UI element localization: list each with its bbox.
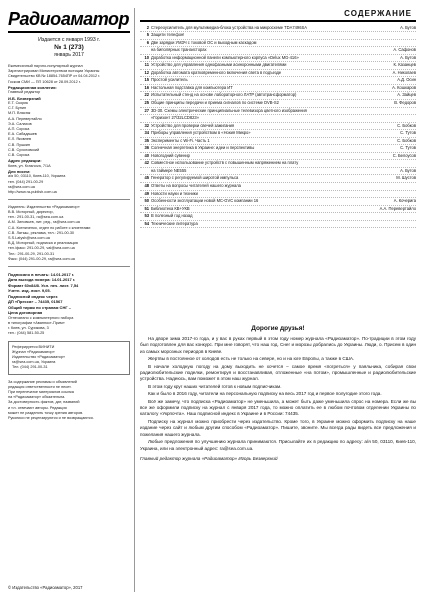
info-line: Тел.: 291-00-29, 291-00-31 bbox=[8, 251, 55, 256]
info-line: Э.А. Салахов bbox=[8, 121, 32, 126]
editorial-paragraph: Как и было в 2016 году, читатели на персональную подписку на весь 2017 год и первое полугодие этого года. bbox=[148, 391, 382, 397]
toc-page-number: 27 bbox=[144, 107, 149, 113]
divider bbox=[8, 199, 130, 200]
toc-entry[interactable] bbox=[140, 100, 416, 108]
toc-author: С. Бобков bbox=[397, 137, 416, 143]
toc-page-number: 2 bbox=[146, 24, 149, 30]
toc-article-title: Защити телефон! bbox=[151, 32, 185, 38]
toc-article-title: Новогодний сувенир bbox=[151, 152, 190, 158]
editorial-heading: Дорогие друзья! bbox=[251, 325, 305, 332]
toc-column bbox=[140, 8, 416, 228]
toc-author bbox=[414, 108, 416, 115]
info-line: Е.Т. Скорик bbox=[8, 101, 29, 106]
info-line: Киев, ул. Krasnova, 7/1A bbox=[8, 163, 51, 168]
toc-page-number: 11 bbox=[144, 62, 149, 68]
toc-article-title: Доработка автомата кратковременного включения света в подъезде bbox=[151, 69, 282, 75]
toc-page-number: 12 bbox=[144, 69, 149, 75]
info-line: ДП «Пресса» – 74435, 01567 bbox=[8, 299, 63, 305]
editorial-paragraph: Жертвы в постоянное от холодов есть не только на севере, но и на юге Европы, а также в США. bbox=[148, 356, 355, 362]
toc-page-number: 54 bbox=[144, 220, 149, 226]
info-line: ra@sea.com.ua bbox=[8, 184, 35, 189]
info-line: Рукописи не рецензируются и не возвращаются. bbox=[8, 415, 94, 420]
info-line: тел. (044) 291-00-29 bbox=[8, 179, 44, 184]
info-line: Главный редактор bbox=[8, 90, 41, 95]
info-line: Госком СМИ — ПП 10628 от 28.09.2012 г. bbox=[8, 79, 81, 84]
toc-author bbox=[414, 160, 416, 167]
info-line: а/я 50, 03110, Киев-110, Украина bbox=[8, 174, 66, 179]
toc-author: А. Зайцев bbox=[397, 92, 416, 98]
info-line: Ежемесячный научно-популярный журнал bbox=[8, 64, 83, 68]
toc-entry[interactable] bbox=[140, 108, 416, 116]
toc-author: С. Тутов bbox=[400, 130, 416, 136]
copyright-line: © Издательство «Радиоаматор», 2017 bbox=[8, 585, 83, 590]
toc-author bbox=[414, 191, 416, 198]
info-line: Общий тираж по странам СНГ – bbox=[8, 304, 71, 310]
editorial-paragraph: В начале холодную погоду на дому выходить не хочется – самое время «погреться» у паяльника, собирая свои радиолюбительские поделки, ремонтируя и восстанавливая, отложенные «на потом», промышленные и радиолюбительские устройства. Надеюсь, вам поможет в этом наш журнал. bbox=[140, 363, 416, 382]
info-line: Дата выхода номера: 14.01.2017 г. bbox=[8, 277, 76, 283]
toc-entry[interactable] bbox=[140, 25, 416, 33]
toc-list bbox=[140, 25, 416, 229]
toc-entry[interactable] bbox=[140, 168, 416, 176]
toc-author bbox=[414, 40, 416, 47]
info-line: С.Г. Бунин bbox=[8, 106, 27, 111]
info-line: http://www.ra-publish.com.ua bbox=[8, 190, 57, 195]
toc-entry[interactable] bbox=[140, 130, 416, 138]
logo-rule bbox=[8, 31, 130, 33]
toc-page-number: 25 bbox=[144, 99, 149, 105]
info-line: Подписано в печать: 14.01.2017 г. bbox=[8, 271, 75, 277]
toc-entry[interactable] bbox=[140, 198, 416, 206]
toc-author: К. Казанцев bbox=[393, 62, 416, 68]
toc-page-number bbox=[140, 47, 151, 54]
info-line: Журнал «Радиоаматор» bbox=[12, 349, 55, 354]
toc-author: С. Бобков bbox=[397, 122, 416, 128]
info-line: Зарегистрирован Министерством юстиции Украины bbox=[8, 69, 100, 74]
editorial-paragraph: В этом году круг наших читателей готов к новым подписчикам. bbox=[148, 383, 282, 389]
toc-page-number: 15 bbox=[144, 77, 149, 83]
toc-entry[interactable] bbox=[140, 77, 416, 85]
toc-article-title: Особенности эксплуатации новой MC-GVC компании 16 bbox=[151, 198, 259, 204]
info-line: За содержание рекламы и объявлений bbox=[8, 379, 77, 384]
toc-rule bbox=[140, 20, 416, 22]
info-line: Учетн. изд. лист. 9,05. bbox=[8, 288, 51, 294]
toc-entry[interactable] bbox=[140, 213, 416, 221]
info-line: Тел. (044) 291-00-31 bbox=[12, 365, 48, 370]
toc-entry[interactable] bbox=[140, 47, 416, 55]
editorial-letter bbox=[140, 325, 416, 462]
toc-article-title: «Горизонт 27/32LCD823» bbox=[151, 115, 199, 121]
magazine-logo: Радиоаматор bbox=[8, 9, 129, 29]
toc-article-title: Простой усилитель bbox=[151, 77, 188, 83]
toc-article-title: Настольная подставка для компьютера ИТ bbox=[151, 84, 233, 90]
toc-entry[interactable] bbox=[140, 191, 416, 199]
toc-page-number: 40 bbox=[144, 152, 149, 158]
info-line: Свидетельство КВ № 18854-7654ПР от 04.04.2012 г. bbox=[8, 74, 101, 79]
info-line: С.В. Сорока bbox=[8, 153, 30, 158]
toc-article-title: Генератор с регулируемой широтой импульса bbox=[151, 175, 239, 181]
toc-page-number: 48 bbox=[144, 182, 149, 188]
info-line: г. Киев, ул. Сурикова, 3 bbox=[8, 326, 49, 331]
toc-article-title: Солнечная энергетика в Украине: идеи и перспективы bbox=[151, 145, 255, 151]
toc-author: А. Кочерига bbox=[393, 198, 416, 204]
publisher-info bbox=[8, 205, 130, 262]
toc-entry[interactable] bbox=[140, 221, 416, 229]
info-line: Адрес редакции: bbox=[8, 158, 42, 164]
toc-article-title: Технические литература bbox=[151, 220, 198, 226]
toc-author: С. Тутов bbox=[400, 145, 416, 151]
toc-article-title: Новости науки и техники bbox=[151, 190, 198, 196]
info-line: В.В. Моторный, директор, bbox=[8, 210, 54, 215]
info-line: Реферируется ВИНИТИ bbox=[12, 344, 55, 349]
issue-month: январь 2017 bbox=[54, 52, 84, 58]
toc-author: С. Белоусов bbox=[392, 152, 416, 158]
toc-article-title: В полезный год назад bbox=[151, 213, 193, 219]
toc-article-title: Доработка информационной панели компьютерного корпуса «Delux MG-416» bbox=[151, 54, 299, 60]
info-line: Для писем: bbox=[8, 168, 31, 174]
toc-page-number: 49 bbox=[144, 190, 149, 196]
info-line: в типографии «Аванпост-Прим» bbox=[8, 320, 65, 325]
toc-author: А. Бутов bbox=[400, 24, 416, 30]
info-line: тел./факс: 291-00-29, val@sea.com.ua bbox=[8, 246, 75, 251]
toc-page-number bbox=[140, 115, 151, 122]
toc-article-title: Библиотека КВ+УКВ bbox=[151, 205, 190, 211]
toc-page-number: 6 bbox=[146, 39, 149, 45]
toc-entry[interactable] bbox=[140, 92, 416, 100]
toc-entry[interactable] bbox=[140, 115, 416, 123]
toc-entry[interactable] bbox=[140, 153, 416, 161]
editorial-paragraph: Подписку на журнал можно приобрести через издательство. Кроме того, в Украине можно оформить подписку на наше издание через сайт и любым другим способом «Радиоаматор». Пишите, звоните. Мы всегда рады видеть все предложения и пожелания нашего журнала. bbox=[140, 418, 416, 437]
toc-entry[interactable] bbox=[140, 183, 416, 191]
toc-author: А. Кошкаров bbox=[392, 84, 416, 90]
issue-number: № 1 (273) bbox=[54, 44, 84, 51]
toc-article-title: 3D-30. Схемы электрические принципиальные телевизора цветного изображения bbox=[151, 107, 307, 113]
toc-page-number: 34 bbox=[144, 130, 149, 136]
toc-article-title: на таймере NE555 bbox=[151, 167, 187, 173]
editorial-paragraph: Всё же замечу, что подписка «Радиоаматор» не уменьшила, а может быть даже уменьшила спрос на номера. Если же вы все же оформили подписку на журнал с января 2017 года, то можно оплатить ее в любом почтовом отделении Украины по каталогу «Укрпочта». Наш подписной индекс в Украине и в России: 74435. bbox=[140, 398, 416, 417]
info-line: S.S.Latysh@sea.com.ua bbox=[8, 236, 50, 241]
column-divider bbox=[134, 8, 135, 592]
info-line: Факс: (044) 291-00-29, ra@sea.com.ua bbox=[8, 256, 75, 261]
editorial-signature: Главный редактор журнала «Радиоаматор» Игорь Безверхний bbox=[140, 455, 278, 461]
toc-entry[interactable] bbox=[140, 123, 416, 131]
info-line: С.А. Ксениченко, отдел по работе с клиентами bbox=[8, 225, 91, 230]
toc-article-title: Эксперименты с Wi-Fi. Часть 1 bbox=[151, 137, 210, 143]
toc-entry[interactable] bbox=[140, 70, 416, 78]
toc-entry[interactable] bbox=[140, 145, 416, 153]
info-line: и т.п. отвечают авторы. Редакция bbox=[8, 405, 67, 410]
toc-entry[interactable] bbox=[140, 40, 416, 48]
issue-meta bbox=[8, 37, 130, 59]
toc-page-number: 53 bbox=[144, 213, 149, 219]
toc-page-number: 22 bbox=[144, 92, 149, 98]
info-line: Издатель: Издательство «Радиоаматор» bbox=[8, 204, 80, 209]
toc-page-number: 36 bbox=[144, 145, 149, 151]
info-line: И.Б. Безверхний bbox=[8, 95, 41, 101]
toc-author: А. Бутов bbox=[400, 167, 416, 173]
toc-author: М. Шустов bbox=[396, 175, 416, 181]
info-line: Е.Л. Яковлев bbox=[8, 137, 32, 142]
info-line: А.А. Перевертайло bbox=[8, 116, 42, 121]
info-line: За достоверность фактов, дат, названий bbox=[8, 400, 80, 405]
editorial-paragraph: На дворе зима 2017-го года, и у вас в руках первый в этом году номер журнала «Радиоаматор». По-традиции в этом году был подготовлен для вас конкурс. При мне говорят, что наш год. Снег и морозы добрались до Украины. Люди, о. Присем в один из самых морозных периодов в Киеве. bbox=[140, 336, 416, 354]
toc-page-number: 45 bbox=[144, 175, 149, 181]
info-line: При перепечатке материалов ссылка bbox=[8, 389, 74, 394]
toc-article-title: Устройство для управления однофазными асинхронными двигателями bbox=[151, 62, 287, 68]
info-line: С.В. Пушкин bbox=[8, 142, 30, 147]
legal-notice bbox=[8, 380, 130, 422]
info-line: М.П. Власюк bbox=[8, 111, 31, 116]
toc-article-title: Стереоусилитель для мультимедиа-блока устройства на микросхеме TDA7496SA bbox=[151, 24, 307, 30]
toc-author: А. Бутов bbox=[400, 54, 416, 60]
toc-title: СОДЕРЖАНИЕ bbox=[344, 9, 412, 18]
info-line: редакция ответственности не несет. bbox=[8, 384, 72, 389]
toc-author bbox=[414, 183, 416, 190]
info-line: тел.: (044) 581-50-25 bbox=[8, 331, 45, 336]
toc-article-title: Ответы на вопросы читателей нашего журнала bbox=[151, 182, 241, 188]
info-line: тел.: 291-00-31, ra@sea.com.ua bbox=[8, 215, 64, 220]
editorial-body bbox=[140, 336, 416, 438]
toc-article-title: Испытательный стенд на основе лабораторного ЛАТР (автотрансформатор) bbox=[151, 92, 297, 98]
toc-article-title: на биполярных транзисторах bbox=[151, 47, 207, 53]
toc-entry[interactable] bbox=[140, 55, 416, 63]
toc-entry[interactable] bbox=[140, 85, 416, 93]
toc-page-number: 16 bbox=[144, 84, 149, 90]
toc-page-number: 5 bbox=[146, 32, 149, 38]
toc-entry[interactable] bbox=[140, 206, 416, 214]
divider bbox=[8, 266, 130, 267]
info-line: Редакционная коллегия: bbox=[8, 84, 57, 90]
toc-page-number: 51 bbox=[144, 205, 149, 211]
toc-author bbox=[414, 213, 416, 220]
toc-article-title: Две зарядки УМЗЧ с токовой ОС и выходным каскадом bbox=[151, 39, 257, 45]
info-line: Формат 60x84/8. Усл. печ. лист. 7,54 bbox=[8, 282, 79, 288]
toc-article-title: Общие принципы передачи и приема сигналов по системе DVB-S2 bbox=[151, 99, 279, 105]
info-line: Подписной индекс через bbox=[8, 293, 58, 299]
toc-page-number: 35 bbox=[144, 137, 149, 143]
toc-article-title: Устройство для проверки свечей зажигания bbox=[151, 122, 235, 128]
info-line: С.В. Сухоловский bbox=[8, 147, 40, 152]
info-line: Отпечатано с компьютерного набора bbox=[8, 315, 74, 320]
print-info bbox=[8, 272, 130, 337]
toc-article-title: Совместное использование устройств с повышенным напряжением на плату bbox=[151, 160, 299, 166]
toc-author bbox=[414, 115, 416, 122]
editorial-board bbox=[8, 64, 130, 195]
since-line: Издается с января 1993 г. bbox=[38, 37, 100, 43]
toc-entry[interactable] bbox=[140, 175, 416, 183]
toc-entry[interactable] bbox=[140, 32, 416, 40]
info-line: А.П. Сорока bbox=[8, 127, 30, 132]
toc-page-number bbox=[140, 168, 151, 175]
info-line: Е.А. Сабадашев bbox=[8, 132, 37, 137]
toc-author: А.Д. Осин bbox=[397, 77, 416, 83]
info-line: ra@sea.com.ua, Украина bbox=[12, 360, 56, 365]
toc-article-title: Приборы управления устройством в «Нокия Микро» bbox=[151, 130, 251, 136]
info-line: С.В. Латыш, реклама, тел.: 291-00-30 bbox=[8, 230, 75, 235]
toc-author: А.А. Перевертайло bbox=[379, 205, 416, 211]
toc-author: А. Николаев bbox=[392, 69, 416, 75]
toc-entry[interactable] bbox=[140, 138, 416, 146]
info-line: А.М. Зиновьев, лит. ред., ra@sea.com.ua bbox=[8, 220, 80, 225]
info-line: может не разделять точку зрения авторов. bbox=[8, 410, 84, 415]
toc-page-number: 32 bbox=[144, 122, 149, 128]
info-line: Цена договорная bbox=[8, 310, 43, 316]
toc-entry[interactable] bbox=[140, 62, 416, 70]
masthead-column bbox=[8, 8, 130, 592]
info-line: В.Д. Моторный, подписка и реализация bbox=[8, 241, 78, 246]
toc-page-number: 10 bbox=[144, 54, 149, 60]
toc-page-number: 42 bbox=[144, 160, 149, 166]
info-line: Издательство «Радиоаматор» bbox=[12, 354, 66, 359]
toc-entry[interactable] bbox=[140, 160, 416, 168]
toc-page-number: 50 bbox=[144, 198, 149, 204]
toc-author bbox=[414, 32, 416, 39]
toc-author bbox=[414, 221, 416, 228]
abstract-info-box bbox=[8, 341, 130, 375]
editorial-closing: Любые предложения по улучшению журнала принимаются. Присылайте их в редакцию по адресу: а/я 50, 03110, Киев-110, Украина, или на электронный адрес: ra@sea.com.ua. bbox=[140, 439, 416, 451]
toc-author: А. Сафонов bbox=[393, 47, 416, 53]
info-line: на «Радиоаматор» обязательна. bbox=[8, 395, 66, 400]
toc-author: В. Федоров bbox=[394, 99, 416, 105]
